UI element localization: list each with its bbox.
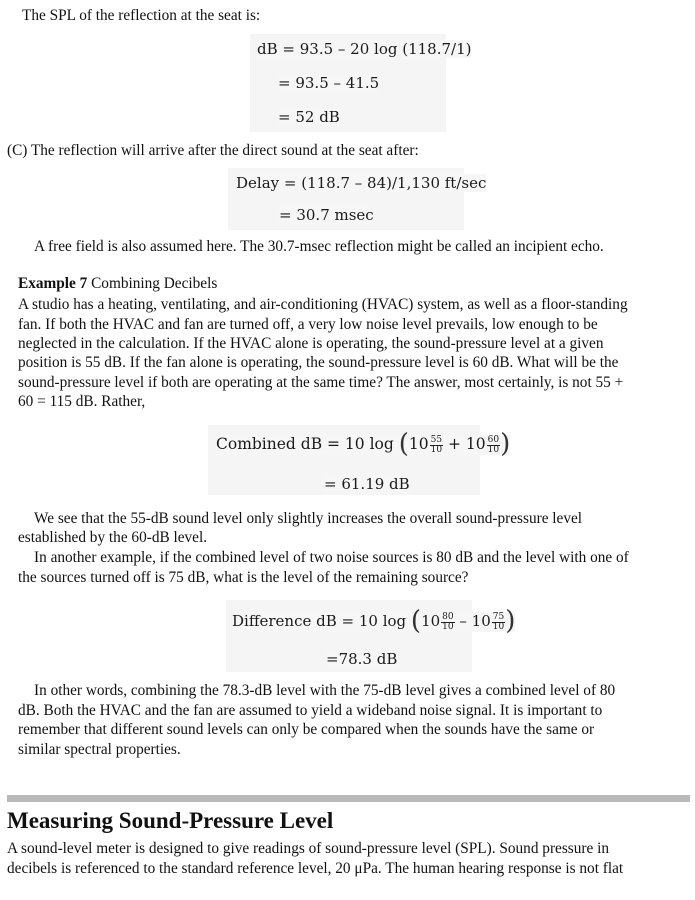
another-example-line-2: the sources turned off is 75 dB, what is the level of the remaining source? — [18, 569, 469, 586]
section-heading: Measuring Sound-Pressure Level — [7, 808, 334, 833]
spl-equation-line-3: = 52 dB — [278, 108, 340, 126]
other-words-line-3: remember that different sound levels can only be compared when the sounds have the same or — [18, 721, 595, 738]
part-c-text: (C) The reflection will arrive after the direct sound at the seat after: — [7, 142, 419, 159]
slight-increase-line-2: established by the 60-dB level. — [18, 529, 208, 546]
difference-equation-line-1: Difference dB = 10 log (10 $\frac{80}{10}$ – 10 $\frac{75}{10}$ ) — [232, 606, 516, 636]
difference-exponent-2: $\frac{75}{10}$ — [492, 612, 505, 632]
combined-equation-result: = 61.19 dB — [324, 475, 410, 493]
difference-equation-prefix: Difference dB = 10 log — [232, 612, 411, 630]
example-title: Combining Decibels — [87, 275, 218, 292]
combined-operator: + — [443, 435, 466, 453]
section-para-line-1: A sound-level meter is designed to give readings of sound-pressure level (SPL). Sound pressure in — [7, 840, 609, 857]
another-example-line-1: In another example, if the combined level of two noise sources is 80 dB and the level with one of — [34, 549, 629, 566]
other-words-line-4: similar spectral properties. — [18, 741, 181, 758]
difference-equation-block — [226, 600, 516, 672]
delay-equation-line-1: Delay = (118.7 – 84)/1,130 ft/sec — [236, 174, 487, 192]
combined-equation-prefix: Combined dB = 10 log — [216, 435, 399, 453]
difference-operator: – — [454, 612, 472, 630]
difference-exponent-1: $\frac{80}{10}$ — [442, 612, 454, 632]
example-line-1: A studio has a heating, ventilating, and air-conditioning (HVAC) system, as well as a floor-standing — [18, 296, 628, 313]
slight-increase-line-1: We see that the 55-dB sound level only slightly increases the overall sound-pressure level — [34, 510, 583, 527]
spl-equation-line-2: = 93.5 – 41.5 — [278, 74, 380, 92]
example-heading — [18, 274, 217, 293]
combined-equation-block — [208, 425, 511, 495]
example-line-2: fan. If both the HVAC and fan are turned off, a very low noise level prevails, low enough to be — [18, 316, 598, 333]
example-line-5: sound-pressure level if both are operating at the same time? The answer, most certainly, is not 55 + — [18, 374, 624, 391]
combined-equation-line-1: Combined dB = 10 log (10 $\frac{55}{10}$ + 10 $\frac{60}{10}$ ) — [216, 429, 511, 459]
free-field-text: A free field is also assumed here. The 30.7-msec reflection might be called an incipient echo. — [34, 238, 604, 255]
combined-base-1: 10 — [408, 435, 429, 453]
spl-intro-text: The SPL of the reflection at the seat is: — [22, 7, 261, 24]
difference-equation-result: =78.3 dB — [326, 650, 398, 668]
difference-base-1: 10 — [421, 612, 441, 630]
example-line-6: 60 = 115 dB. Rather, — [18, 393, 146, 410]
example-line-4: position is 55 dB. If the fan alone is operating, the sound-pressure level is 60 dB. What will be the — [18, 354, 619, 371]
other-words-line-2: dB. Both the HVAC and the fan are assumed to yield a wideband noise signal. It is important to — [18, 702, 603, 719]
section-divider — [7, 795, 690, 802]
combined-exponent-1: $\frac{55}{10}$ — [430, 435, 443, 455]
delay-equation-block — [228, 168, 487, 230]
example-line-3: neglected in the calculation. If the HVAC alone is operating, the sound-pressure level at a given — [18, 335, 604, 352]
combined-base-2: 10 — [465, 435, 486, 453]
section-para-line-2: decibels is referenced to the standard reference level, 20 μPa. The human hearing response is not flat — [7, 860, 624, 877]
difference-base-2: 10 — [471, 612, 491, 630]
spl-equation-line-1: dB = 93.5 – 20 log (118.7/1) — [257, 40, 472, 58]
other-words-line-1: In other words, combining the 78.3-dB level with the 75-dB level gives a combined level of 80 — [34, 682, 616, 699]
spl-equation-block — [250, 34, 472, 132]
delay-equation-line-2: = 30.7 msec — [279, 206, 374, 224]
combined-exponent-2: $\frac{60}{10}$ — [487, 435, 500, 455]
example-label: Example 7 — [18, 275, 88, 292]
